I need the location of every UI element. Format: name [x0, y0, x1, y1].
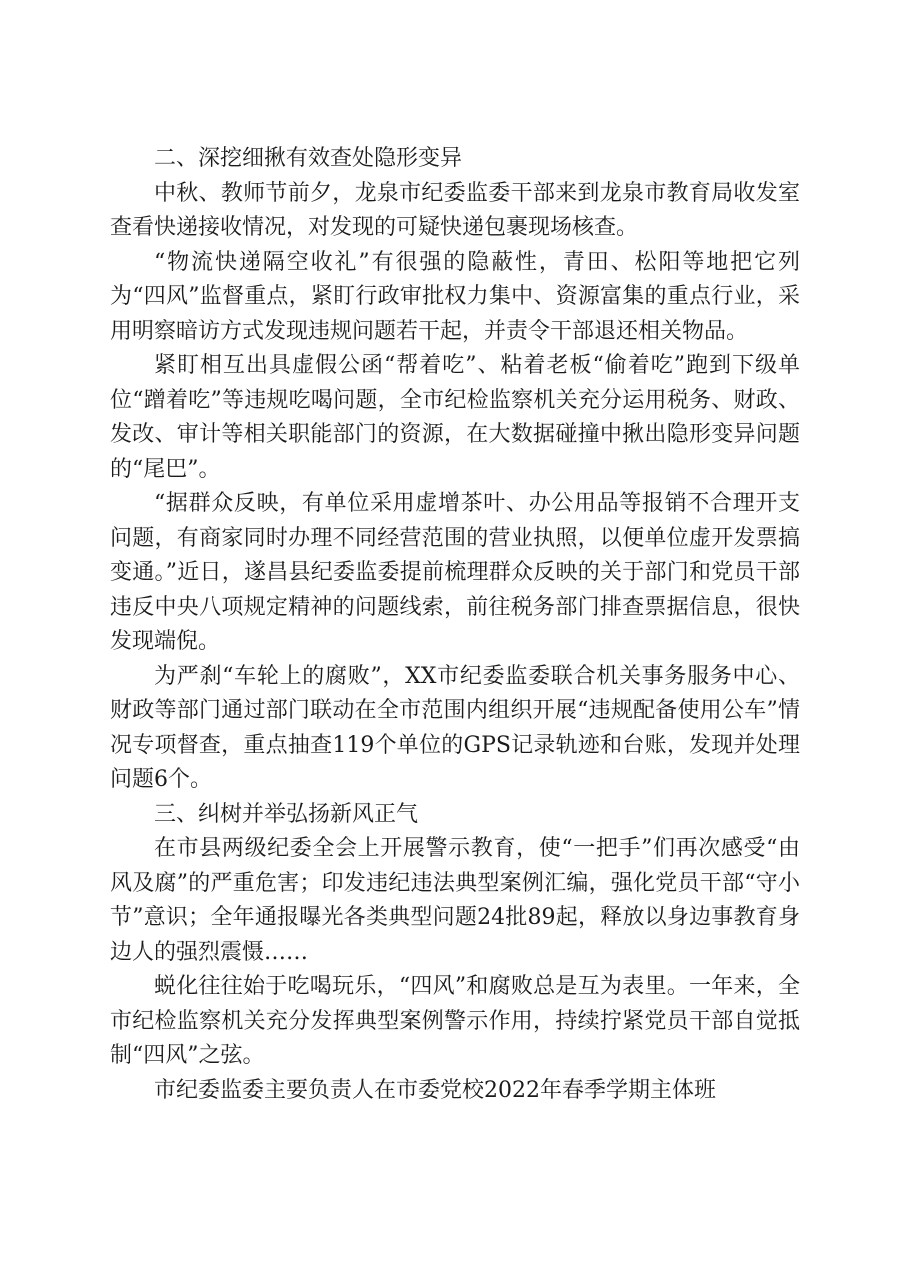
body-paragraph: 蜕化往往始于吃喝玩乐，“四风”和腐败总是互为表里。一年来，全市纪检监察机关充分发挥典型案例警示作用，持续拧紧党员干部自觉抵制“四风”之弦。	[110, 974, 800, 1068]
body-paragraph: 在市县两级纪委全会上开展警示教育，使“一把手”们再次感受“由风及腐”的严重危害；印发违纪违法典型案例汇编，强化党员干部“守小节”意识；全年通报曝光各类典型问题24批89起，释放以身边事教育身边人的强烈震慑……	[110, 836, 800, 965]
body-paragraph: 市纪委监委主要负责人在市委党校2022年春季学期主体班	[154, 1077, 716, 1103]
section-heading-3: 三、纠树并举弘扬新风正气	[154, 801, 419, 827]
body-paragraph: 中秋、教师节前夕，龙泉市纪委监委干部来到龙泉市教育局收发室查看快递接收情况，对发现的可疑快递包裹现场核查。	[110, 180, 800, 240]
body-paragraph: 紧盯相互出具虚假公函“帮着吃”、粘着老板“偷着吃”跑到下级单位“蹭着吃”等违规吃喝问题，全市纪检监察机关充分运用税务、财政、发改、审计等相关职能部门的资源，在大数据碰撞中揪出隐形变异问题的“尾巴”。	[110, 353, 800, 482]
body-paragraph: “物流快递隔空收礼”有很强的隐蔽性，青田、松阳等地把它列为“四风”监督重点，紧盯行政审批权力集中、资源富集的重点行业，采用明察暗访方式发现违规问题若干起，并责令干部退还相关物品。	[110, 249, 800, 344]
document-body	[110, 142, 800, 1108]
body-paragraph: 为严刹“车轮上的腐败”，XX市纪委监委联合机关事务服务中心、财政等部门通过部门联动在全市范围内组织开展“违规配备使用公车”情况专项督查，重点抽查119个单位的GPS记录轨迹和台账，发现并处理问题6个。	[110, 663, 800, 792]
body-paragraph: “据群众反映，有单位采用虚增茶叶、办公用品等报销不合理开支问题，有商家同时办理不同经营范围的营业执照，以便单位虚开发票搞变通。”近日，遂昌县纪委监委提前梳理群众反映的关于部门和党员干部违反中央八项规定精神的问题线索，前往税务部门排查票据信息，很快发现端倪。	[110, 491, 800, 654]
section-heading-2: 二、深挖细揪有效查处隐形变异	[154, 146, 463, 171]
